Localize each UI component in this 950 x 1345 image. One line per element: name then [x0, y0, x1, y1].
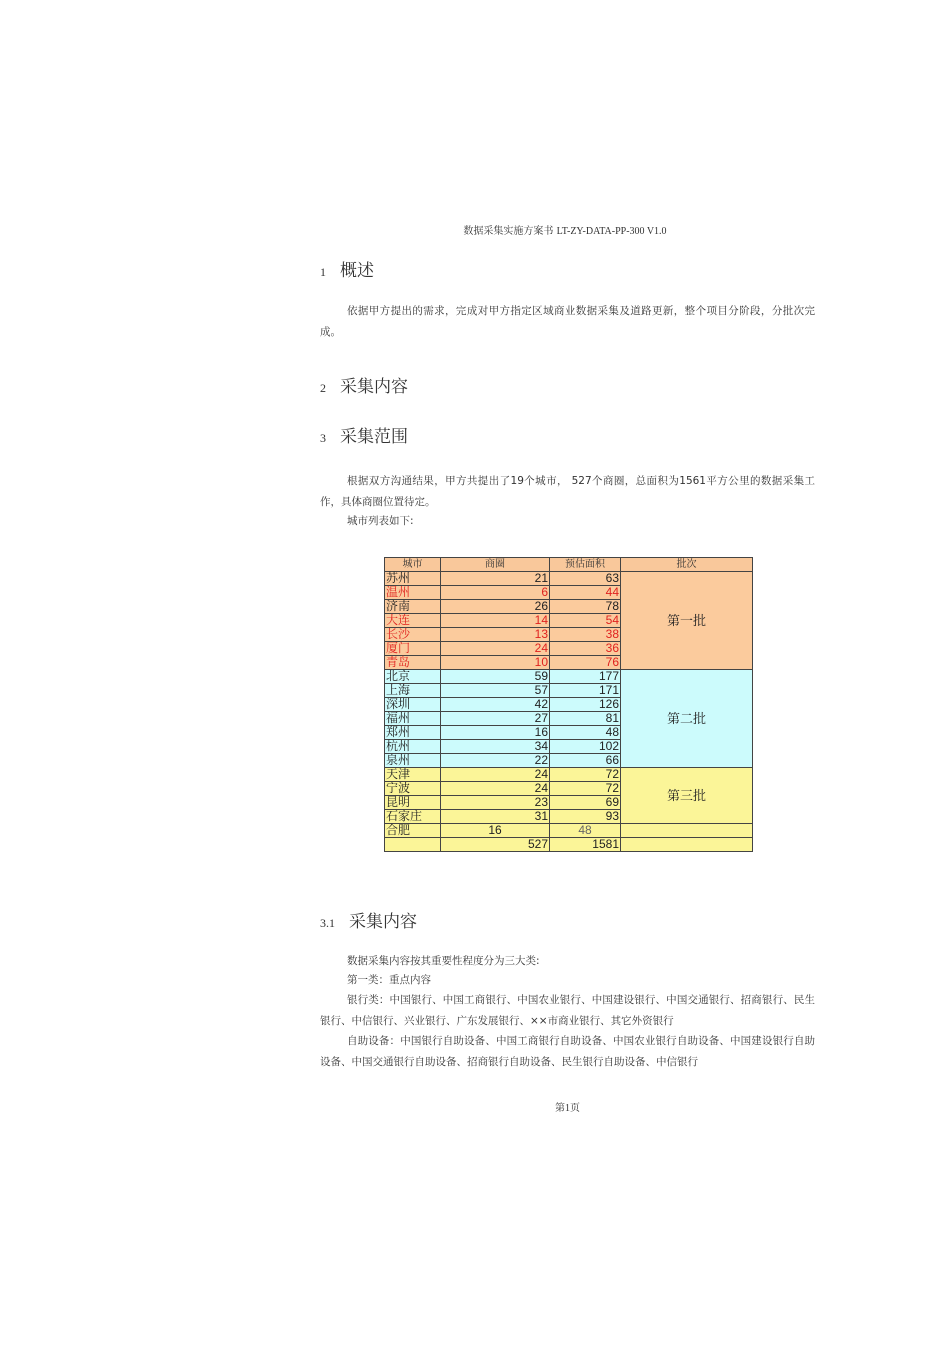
- total-area-cell: 1581: [550, 838, 621, 852]
- city-cell: 郑州: [385, 726, 441, 740]
- circles-cell: 59: [441, 670, 550, 684]
- area-cell: 72: [550, 782, 621, 796]
- area-cell: 81: [550, 712, 621, 726]
- city-cell: 青岛: [385, 656, 441, 670]
- city-table: [384, 557, 753, 852]
- area-cell: 36: [550, 642, 621, 656]
- circles-cell: 23: [441, 796, 550, 810]
- city-cell: 合肥: [385, 824, 441, 838]
- section-title: 采集范围: [340, 427, 408, 447]
- section-number: 2: [320, 381, 326, 395]
- table-row: [385, 824, 753, 838]
- total-label-cell: [385, 838, 441, 852]
- header-city: 城市: [385, 558, 441, 572]
- section-title: 采集内容: [349, 912, 417, 932]
- circles-cell: 24: [441, 782, 550, 796]
- area-cell: 38: [550, 628, 621, 642]
- circles-cell: 13: [441, 628, 550, 642]
- city-cell: 杭州: [385, 740, 441, 754]
- city-cell: 温州: [385, 586, 441, 600]
- city-cell: 厦门: [385, 642, 441, 656]
- city-cell: 深圳: [385, 698, 441, 712]
- doc-title: 数据采集实施方案书: [463, 226, 554, 237]
- section-number: 3.1: [320, 916, 335, 930]
- circles-cell: 34: [441, 740, 550, 754]
- circles-cell: 24: [441, 768, 550, 782]
- section-1-paragraph: 依据甲方提出的需求，完成对甲方指定区域商业数据采集及道路更新，整个项目分阶段，分批次完成。: [320, 305, 815, 338]
- section-2-heading: [320, 372, 408, 397]
- page-footer: [0, 1099, 950, 1114]
- city-cell: 北京: [385, 670, 441, 684]
- batch-3-cell: 第三批: [621, 768, 753, 824]
- circles-cell: 16: [441, 726, 550, 740]
- area-cell: 63: [550, 572, 621, 586]
- city-cell: 上海: [385, 684, 441, 698]
- total-circles-cell: 527: [441, 838, 550, 852]
- section-3-1-heading: [320, 907, 417, 932]
- section-number: 1: [320, 265, 326, 279]
- section-title: 采集内容: [340, 377, 408, 397]
- circles-cell: 31: [441, 810, 550, 824]
- area-cell: 177: [550, 670, 621, 684]
- area-cell: 102: [550, 740, 621, 754]
- area-cell: 69: [550, 796, 621, 810]
- table-row: [385, 768, 753, 782]
- batch-2-cell: 第二批: [621, 670, 753, 768]
- table-total-row: [385, 838, 753, 852]
- city-cell: 宁波: [385, 782, 441, 796]
- total-batch-cell: [621, 838, 753, 852]
- area-cell: 78: [550, 600, 621, 614]
- area-cell: 44: [550, 586, 621, 600]
- section-title: 概述: [340, 261, 374, 281]
- city-cell: 石家庄: [385, 810, 441, 824]
- section-3-1-para-3: 银行类：中国银行、中国工商银行、中国农业银行、中国建设银行、中国交通银行、招商银行、民生银行、中信银行、兴业银行、广东发展银行、××市商业银行、其它外资银行: [320, 994, 815, 1027]
- circles-cell: 26: [441, 600, 550, 614]
- city-cell: 大连: [385, 614, 441, 628]
- circles-cell: 10: [441, 656, 550, 670]
- doc-code: LT-ZY-DATA-PP-300 V1.0: [556, 226, 667, 237]
- section-3-paragraph: 根据双方沟通结果，甲方共提出了19个城市， 527个商圈，总面积为1561平方公里的数据采集工作，具体商圈位置待定。: [320, 475, 815, 508]
- area-cell: 48: [550, 726, 621, 740]
- circles-cell: 16: [441, 824, 550, 838]
- batch-empty-cell: [621, 824, 753, 838]
- circles-cell: 57: [441, 684, 550, 698]
- area-cell: 66: [550, 754, 621, 768]
- circles-cell: 21: [441, 572, 550, 586]
- page-header: [0, 222, 950, 237]
- city-list-intro: 城市列表如下:: [347, 515, 414, 527]
- circles-cell: 6: [441, 586, 550, 600]
- section-3-1-para-2: 第一类：重点内容: [347, 974, 431, 986]
- area-cell: 54: [550, 614, 621, 628]
- circles-cell: 42: [441, 698, 550, 712]
- header-batch: 批次: [621, 558, 753, 572]
- table-row: [385, 670, 753, 684]
- area-cell: 171: [550, 684, 621, 698]
- city-cell: 昆明: [385, 796, 441, 810]
- table-row: [385, 572, 753, 586]
- area-cell: 48: [550, 824, 621, 838]
- city-cell: 苏州: [385, 572, 441, 586]
- section-number: 3: [320, 431, 326, 445]
- city-cell: 济南: [385, 600, 441, 614]
- header-area: 预估面积: [550, 558, 621, 572]
- circles-cell: 24: [441, 642, 550, 656]
- city-cell: 福州: [385, 712, 441, 726]
- city-cell: 天津: [385, 768, 441, 782]
- area-cell: 93: [550, 810, 621, 824]
- section-3-1-para-1: 数据采集内容按其重要性程度分为三大类:: [347, 955, 540, 967]
- page-number: 1: [565, 1103, 570, 1114]
- area-cell: 76: [550, 656, 621, 670]
- section-1-heading: [320, 256, 374, 281]
- section-3-1-para-4: 自助设备：中国银行自助设备、中国工商银行自助设备、中国农业银行自助设备、中国建设银行自助设备、中国交通银行自助设备、招商银行自助设备、民生银行自助设备、中信银行: [320, 1035, 815, 1068]
- circles-cell: 27: [441, 712, 550, 726]
- circles-cell: 14: [441, 614, 550, 628]
- footer-prefix: 第: [555, 1103, 565, 1114]
- batch-1-cell: 第一批: [621, 572, 753, 670]
- footer-suffix: 页: [570, 1103, 580, 1114]
- city-cell: 长沙: [385, 628, 441, 642]
- table-header-row: [385, 558, 753, 572]
- section-3-heading: [320, 422, 408, 447]
- area-cell: 72: [550, 768, 621, 782]
- circles-cell: 22: [441, 754, 550, 768]
- city-cell: 泉州: [385, 754, 441, 768]
- area-cell: 126: [550, 698, 621, 712]
- header-circles: 商圈: [441, 558, 550, 572]
